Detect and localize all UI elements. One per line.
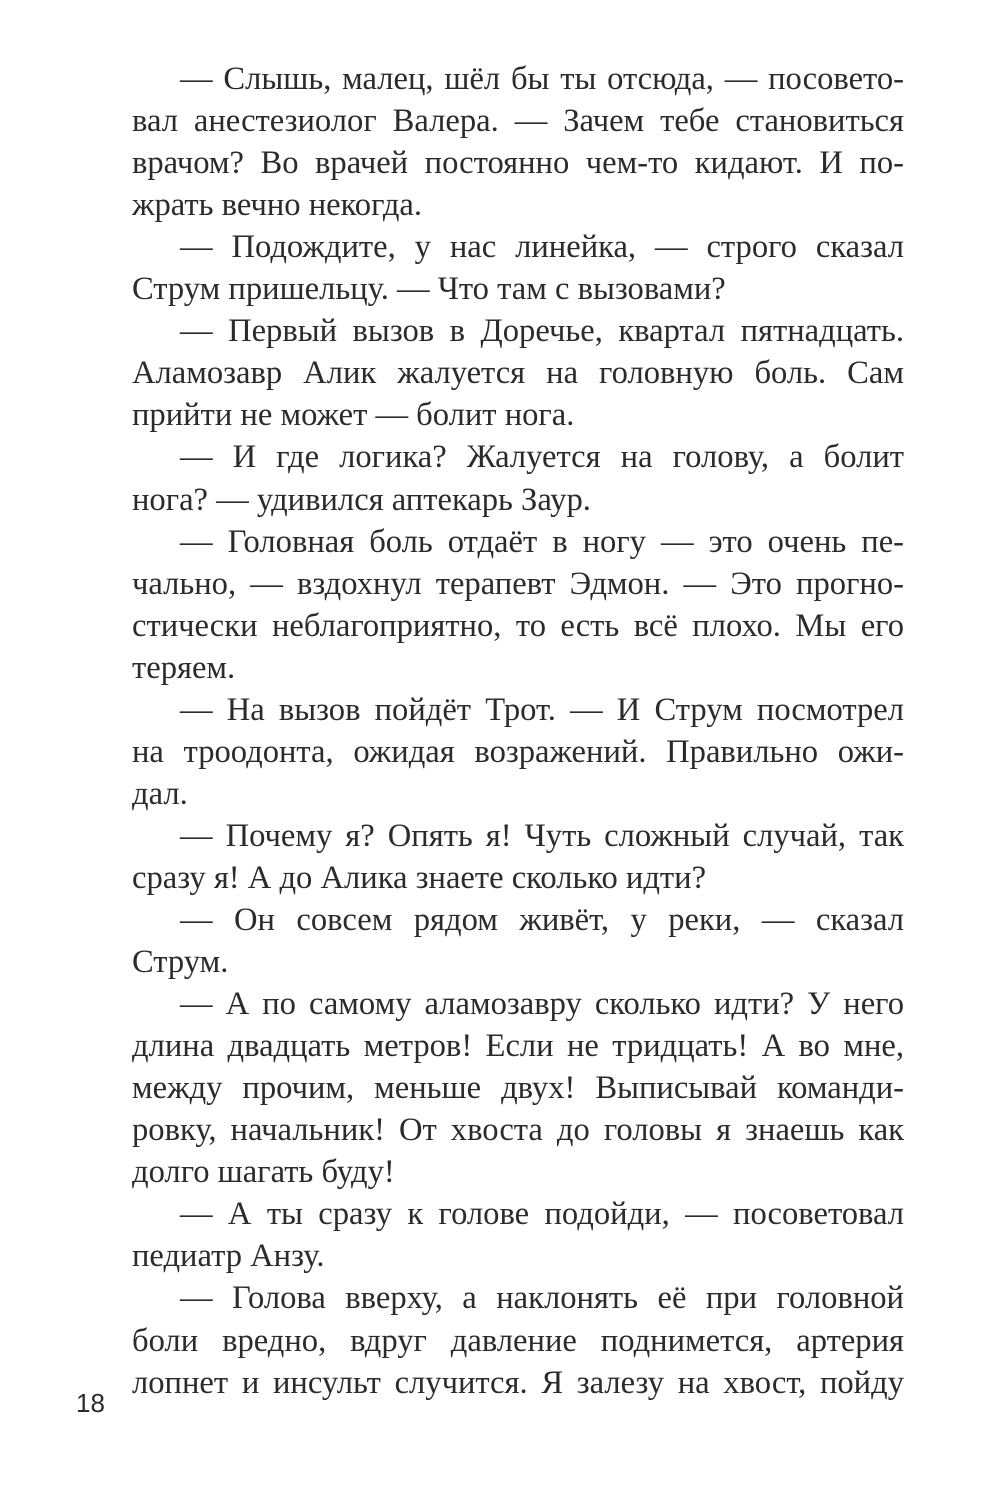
text-line: Струм пришельцу. — Что там с вызовами? [132, 271, 726, 308]
text-line: — А по самому аламозавру сколько идти? У него [180, 986, 904, 1023]
text-line: длина двадцать метров! Если не тридцать! А во мне, [132, 1028, 904, 1065]
text-line: — А ты сразу к голове подойди, — посоветовал [180, 1196, 904, 1233]
text-line: дал. [132, 775, 188, 812]
text-line: врачом? Во врачей постоянно чем-то кидают. И по- [132, 145, 904, 182]
text-line: — Первый вызов в Доречье, квартал пятнадцать. [180, 313, 904, 350]
text-line: ровку, начальник! От хвоста до головы я знаешь как [132, 1112, 904, 1149]
text-line: Струм. [132, 944, 229, 981]
text-line: прийти не может — болит нога. [132, 397, 575, 434]
text-line: — Подождите, у нас линейка, — строго сказал [180, 229, 904, 266]
text-line: лопнет и инсульт случится. Я залезу на хвост, пойду [132, 1364, 904, 1401]
text-line: вал анестезиолог Валера. — Зачем тебе становиться [132, 103, 904, 140]
text-line: теряем. [132, 649, 236, 686]
text-line: — Головная боль отдаёт в ногу — это очень пе- [180, 523, 904, 560]
text-line: на троодонта, ожидая возражений. Правильно ожи- [132, 733, 904, 770]
page-number: 18 [76, 1388, 105, 1418]
text-line: боли вредно, вдруг давление поднимется, артерия [132, 1322, 904, 1359]
text-line: — Почему я? Опять я! Чуть сложный случай, так [180, 817, 904, 854]
text-line: педиатр Анзу. [132, 1238, 325, 1275]
text-line: чально, — вздохнул терапевт Эдмон. — Это прогно- [132, 565, 904, 602]
text-line: стически неблагоприятно, то есть всё плохо. Мы его [132, 607, 904, 644]
text-line: жрать вечно некогда. [132, 187, 423, 224]
text-line: — Он совсем рядом живёт, у реки, — сказал [180, 902, 904, 938]
text-line: долго шагать буду! [132, 1154, 395, 1191]
text-line: между прочим, меньше двух! Выписывай команди- [132, 1070, 904, 1107]
text-line: — На вызов пойдёт Трот. — И Струм посмотрел [180, 691, 904, 728]
text-line: Аламозавр Алик жалуется на головную боль. Сам [132, 355, 904, 392]
text-line: — Голова вверху, а наклонять её при головной [180, 1280, 904, 1317]
text-line: нога? — удивился аптекарь Заур. [132, 481, 591, 518]
text-line: — И где логика? Жалуется на голову, а болит [180, 439, 904, 476]
text-line: — Слышь, малец, шёл бы ты отсюда, — посовето- [180, 61, 904, 97]
text-line: сразу я! А до Алика знаете сколько идти? [132, 859, 707, 896]
